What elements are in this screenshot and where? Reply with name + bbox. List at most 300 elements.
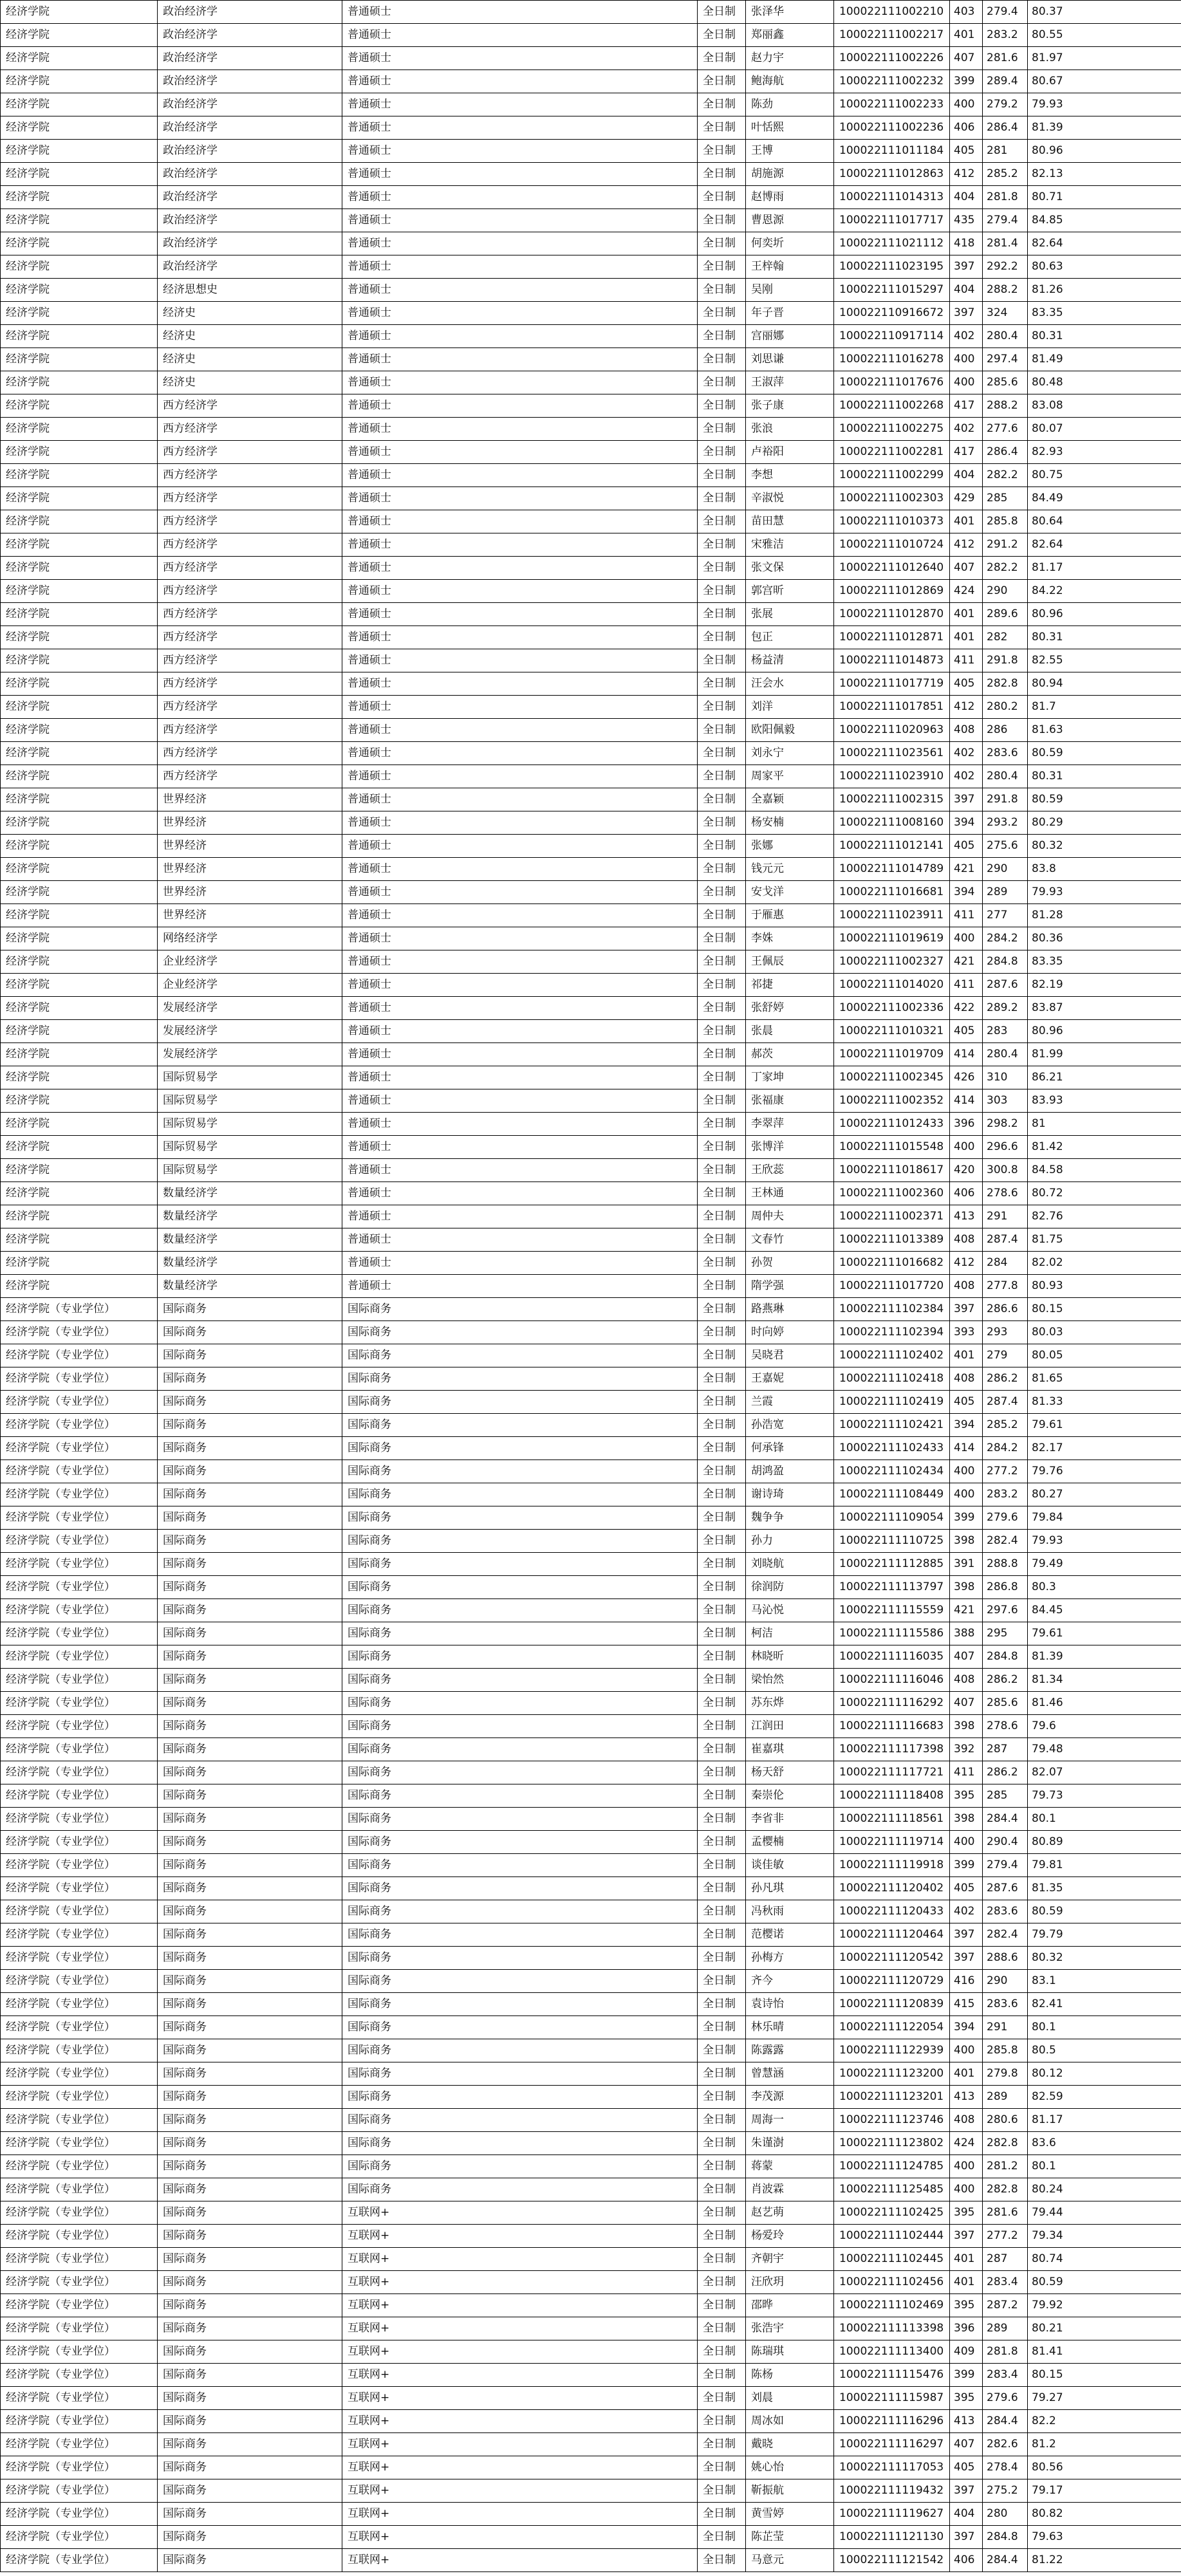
name-cell: 谈佳敏 xyxy=(746,1854,834,1877)
name-cell: 冯秋雨 xyxy=(746,1900,834,1923)
initial-score-cell: 404 xyxy=(950,186,983,209)
college-cell: 经济学院 xyxy=(1,209,158,232)
initial-score-cell: 398 xyxy=(950,1530,983,1553)
name-cell: 叶恬熙 xyxy=(746,116,834,140)
name-cell: 时向婷 xyxy=(746,1321,834,1344)
name-cell: 何奕圻 xyxy=(746,232,834,255)
retest-score-cell: 277.8 xyxy=(983,1275,1028,1298)
candidate-id-cell: 100022111120464 xyxy=(834,1923,950,1947)
degree-type-cell: 互联网+ xyxy=(342,2271,698,2294)
degree-type-cell: 普通硕士 xyxy=(342,464,698,487)
total-score-cell: 79.79 xyxy=(1028,1923,1181,1947)
name-cell: 肖波霖 xyxy=(746,2178,834,2201)
major-cell: 国际商务 xyxy=(158,1460,342,1483)
candidate-id-cell: 100022111023195 xyxy=(834,255,950,279)
degree-type-cell: 普通硕士 xyxy=(342,742,698,765)
major-cell: 政治经济学 xyxy=(158,116,342,140)
major-cell: 国际商务 xyxy=(158,1414,342,1437)
retest-score-cell: 284.2 xyxy=(983,1437,1028,1460)
initial-score-cell: 408 xyxy=(950,1275,983,1298)
major-cell: 国际商务 xyxy=(158,2526,342,2549)
candidate-id-cell: 100022111014873 xyxy=(834,649,950,672)
degree-type-cell: 普通硕士 xyxy=(342,1252,698,1275)
major-cell: 西方经济学 xyxy=(158,580,342,603)
total-score-cell: 79.93 xyxy=(1028,93,1181,116)
total-score-cell: 80.24 xyxy=(1028,2178,1181,2201)
major-cell: 国际商务 xyxy=(158,1506,342,1530)
candidate-id-cell: 100022111102418 xyxy=(834,1367,950,1391)
college-cell: 经济学院 xyxy=(1,649,158,672)
table-row xyxy=(1,2062,1181,2086)
candidate-id-cell: 100022111002268 xyxy=(834,394,950,418)
total-score-cell: 79.63 xyxy=(1028,2526,1181,2549)
initial-score-cell: 395 xyxy=(950,1784,983,1808)
major-cell: 网络经济学 xyxy=(158,927,342,950)
college-cell: 经济学院 xyxy=(1,858,158,881)
major-cell: 国际商务 xyxy=(158,2109,342,2132)
name-cell: 蒋蒙 xyxy=(746,2155,834,2178)
name-cell: 马沁悦 xyxy=(746,1599,834,1622)
table-row xyxy=(1,1900,1181,1923)
initial-score-cell: 397 xyxy=(950,788,983,811)
name-cell: 胡施源 xyxy=(746,163,834,186)
degree-type-cell: 国际商务 xyxy=(342,1993,698,2016)
retest-score-cell: 283.2 xyxy=(983,24,1028,47)
total-score-cell: 84.49 xyxy=(1028,487,1181,510)
initial-score-cell: 404 xyxy=(950,464,983,487)
candidate-id-cell: 100022111123746 xyxy=(834,2109,950,2132)
table-row xyxy=(1,510,1181,533)
college-cell: 经济学院（专业学位） xyxy=(1,1808,158,1831)
study-mode-cell: 全日制 xyxy=(698,464,746,487)
degree-type-cell: 国际商务 xyxy=(342,1738,698,1761)
degree-type-cell: 普通硕士 xyxy=(342,927,698,950)
degree-type-cell: 国际商务 xyxy=(342,1877,698,1900)
total-score-cell: 80.59 xyxy=(1028,742,1181,765)
initial-score-cell: 394 xyxy=(950,881,983,904)
college-cell: 经济学院 xyxy=(1,557,158,580)
initial-score-cell: 401 xyxy=(950,603,983,626)
total-score-cell: 82.93 xyxy=(1028,441,1181,464)
name-cell: 宫丽娜 xyxy=(746,325,834,348)
initial-score-cell: 398 xyxy=(950,1715,983,1738)
retest-score-cell: 280.4 xyxy=(983,765,1028,788)
name-cell: 孙凡琪 xyxy=(746,1877,834,1900)
total-score-cell: 81.42 xyxy=(1028,1136,1181,1159)
candidate-id-cell: 100022111017851 xyxy=(834,696,950,719)
degree-type-cell: 互联网+ xyxy=(342,2387,698,2410)
retest-score-cell: 281.2 xyxy=(983,2155,1028,2178)
candidate-id-cell: 100022111017676 xyxy=(834,371,950,394)
table-row xyxy=(1,858,1181,881)
college-cell: 经济学院 xyxy=(1,765,158,788)
initial-score-cell: 421 xyxy=(950,1599,983,1622)
college-cell: 经济学院 xyxy=(1,186,158,209)
table-row xyxy=(1,835,1181,858)
initial-score-cell: 402 xyxy=(950,418,983,441)
candidate-id-cell: 100022111117721 xyxy=(834,1761,950,1784)
name-cell: 陈劲 xyxy=(746,93,834,116)
name-cell: 丁家坤 xyxy=(746,1066,834,1089)
candidate-id-cell: 100022111012871 xyxy=(834,626,950,649)
study-mode-cell: 全日制 xyxy=(698,163,746,186)
study-mode-cell: 全日制 xyxy=(698,950,746,974)
initial-score-cell: 409 xyxy=(950,2340,983,2364)
degree-type-cell: 普通硕士 xyxy=(342,441,698,464)
degree-type-cell: 国际商务 xyxy=(342,1715,698,1738)
initial-score-cell: 411 xyxy=(950,1761,983,1784)
degree-type-cell: 普通硕士 xyxy=(342,232,698,255)
study-mode-cell: 全日制 xyxy=(698,927,746,950)
total-score-cell: 80.27 xyxy=(1028,1483,1181,1506)
retest-score-cell: 297.4 xyxy=(983,348,1028,371)
name-cell: 隋学强 xyxy=(746,1275,834,1298)
study-mode-cell: 全日制 xyxy=(698,2503,746,2526)
table-row xyxy=(1,950,1181,974)
table-row xyxy=(1,1113,1181,1136)
table-row xyxy=(1,2109,1181,2132)
major-cell: 西方经济学 xyxy=(158,394,342,418)
total-score-cell: 80.71 xyxy=(1028,186,1181,209)
initial-score-cell: 397 xyxy=(950,2225,983,2248)
name-cell: 秦崇伦 xyxy=(746,1784,834,1808)
total-score-cell: 82.19 xyxy=(1028,974,1181,997)
college-cell: 经济学院 xyxy=(1,927,158,950)
table-row xyxy=(1,2410,1181,2433)
candidate-id-cell: 100022111020963 xyxy=(834,719,950,742)
name-cell: 王林通 xyxy=(746,1182,834,1205)
retest-score-cell: 284.8 xyxy=(983,1645,1028,1669)
table-row xyxy=(1,1599,1181,1622)
candidate-id-cell: 100022111122054 xyxy=(834,2016,950,2039)
retest-score-cell: 279.8 xyxy=(983,2062,1028,2086)
retest-score-cell: 295 xyxy=(983,1622,1028,1645)
degree-type-cell: 普通硕士 xyxy=(342,533,698,557)
candidate-id-cell: 100022111102394 xyxy=(834,1321,950,1344)
major-cell: 国际商务 xyxy=(158,2549,342,2572)
major-cell: 国际商务 xyxy=(158,2503,342,2526)
retest-score-cell: 278.6 xyxy=(983,1182,1028,1205)
total-score-cell: 81.22 xyxy=(1028,2549,1181,2572)
name-cell: 徐润防 xyxy=(746,1576,834,1599)
study-mode-cell: 全日制 xyxy=(698,1252,746,1275)
table-row xyxy=(1,70,1181,93)
college-cell: 经济学院（专业学位） xyxy=(1,2479,158,2503)
college-cell: 经济学院 xyxy=(1,742,158,765)
candidate-id-cell: 100022111122939 xyxy=(834,2039,950,2062)
study-mode-cell: 全日制 xyxy=(698,47,746,70)
initial-score-cell: 418 xyxy=(950,232,983,255)
table-row xyxy=(1,93,1181,116)
major-cell: 国际商务 xyxy=(158,1599,342,1622)
candidate-id-cell: 100022111108449 xyxy=(834,1483,950,1506)
degree-type-cell: 普通硕士 xyxy=(342,1275,698,1298)
major-cell: 经济史 xyxy=(158,302,342,325)
degree-type-cell: 普通硕士 xyxy=(342,394,698,418)
study-mode-cell: 全日制 xyxy=(698,2387,746,2410)
candidate-id-cell: 100022111116035 xyxy=(834,1645,950,1669)
college-cell: 经济学院（专业学位） xyxy=(1,2503,158,2526)
major-cell: 西方经济学 xyxy=(158,464,342,487)
retest-score-cell: 303 xyxy=(983,1089,1028,1113)
table-row xyxy=(1,1043,1181,1066)
table-row xyxy=(1,2433,1181,2456)
candidate-id-cell: 100022111121130 xyxy=(834,2526,950,2549)
study-mode-cell: 全日制 xyxy=(698,1460,746,1483)
initial-score-cell: 413 xyxy=(950,2410,983,2433)
total-score-cell: 83.1 xyxy=(1028,1970,1181,1993)
table-row xyxy=(1,2155,1181,2178)
study-mode-cell: 全日制 xyxy=(698,1947,746,1970)
candidate-id-cell: 100022111018617 xyxy=(834,1159,950,1182)
major-cell: 政治经济学 xyxy=(158,209,342,232)
college-cell: 经济学院（专业学位） xyxy=(1,2039,158,2062)
college-cell: 经济学院 xyxy=(1,788,158,811)
name-cell: 刘晓航 xyxy=(746,1553,834,1576)
major-cell: 数量经济学 xyxy=(158,1275,342,1298)
college-cell: 经济学院 xyxy=(1,533,158,557)
name-cell: 王博 xyxy=(746,140,834,163)
name-cell: 江润田 xyxy=(746,1715,834,1738)
initial-score-cell: 404 xyxy=(950,279,983,302)
retest-score-cell: 282.6 xyxy=(983,2433,1028,2456)
degree-type-cell: 普通硕士 xyxy=(342,325,698,348)
study-mode-cell: 全日制 xyxy=(698,1043,746,1066)
major-cell: 世界经济 xyxy=(158,835,342,858)
initial-score-cell: 411 xyxy=(950,649,983,672)
degree-type-cell: 普通硕士 xyxy=(342,557,698,580)
degree-type-cell: 普通硕士 xyxy=(342,649,698,672)
table-body xyxy=(1,1,1181,2572)
study-mode-cell: 全日制 xyxy=(698,186,746,209)
retest-score-cell: 296.6 xyxy=(983,1136,1028,1159)
total-score-cell: 81.17 xyxy=(1028,2109,1181,2132)
initial-score-cell: 395 xyxy=(950,2294,983,2317)
total-score-cell: 81.7 xyxy=(1028,696,1181,719)
college-cell: 经济学院 xyxy=(1,394,158,418)
retest-score-cell: 284.4 xyxy=(983,2549,1028,2572)
college-cell: 经济学院（专业学位） xyxy=(1,2178,158,2201)
study-mode-cell: 全日制 xyxy=(698,140,746,163)
major-cell: 世界经济 xyxy=(158,904,342,927)
degree-type-cell: 国际商务 xyxy=(342,1391,698,1414)
study-mode-cell: 全日制 xyxy=(698,626,746,649)
table-row xyxy=(1,1275,1181,1298)
major-cell: 世界经济 xyxy=(158,881,342,904)
initial-score-cell: 388 xyxy=(950,1622,983,1645)
degree-type-cell: 普通硕士 xyxy=(342,510,698,533)
name-cell: 李姝 xyxy=(746,927,834,950)
candidate-id-cell: 100022111023561 xyxy=(834,742,950,765)
degree-type-cell: 普通硕士 xyxy=(342,186,698,209)
major-cell: 世界经济 xyxy=(158,858,342,881)
initial-score-cell: 421 xyxy=(950,950,983,974)
table-row xyxy=(1,348,1181,371)
major-cell: 国际商务 xyxy=(158,1877,342,1900)
college-cell: 经济学院（专业学位） xyxy=(1,1715,158,1738)
degree-type-cell: 普通硕士 xyxy=(342,719,698,742)
total-score-cell: 82.13 xyxy=(1028,163,1181,186)
candidate-id-cell: 100022111102421 xyxy=(834,1414,950,1437)
college-cell: 经济学院（专业学位） xyxy=(1,1576,158,1599)
total-score-cell: 83.35 xyxy=(1028,302,1181,325)
initial-score-cell: 399 xyxy=(950,2364,983,2387)
table-row xyxy=(1,209,1181,232)
major-cell: 西方经济学 xyxy=(158,672,342,696)
initial-score-cell: 394 xyxy=(950,1414,983,1437)
initial-score-cell: 394 xyxy=(950,2016,983,2039)
major-cell: 国际商务 xyxy=(158,1367,342,1391)
degree-type-cell: 普通硕士 xyxy=(342,255,698,279)
study-mode-cell: 全日制 xyxy=(698,2549,746,2572)
degree-type-cell: 普通硕士 xyxy=(342,1089,698,1113)
retest-score-cell: 285.2 xyxy=(983,1414,1028,1437)
college-cell: 经济学院（专业学位） xyxy=(1,2225,158,2248)
college-cell: 经济学院（专业学位） xyxy=(1,2016,158,2039)
name-cell: 孙浩宽 xyxy=(746,1414,834,1437)
degree-type-cell: 国际商务 xyxy=(342,1622,698,1645)
candidate-id-cell: 100022111119918 xyxy=(834,1854,950,1877)
college-cell: 经济学院 xyxy=(1,881,158,904)
major-cell: 发展经济学 xyxy=(158,997,342,1020)
total-score-cell: 79.76 xyxy=(1028,1460,1181,1483)
name-cell: 王欣蕊 xyxy=(746,1159,834,1182)
candidate-id-cell: 100022111116296 xyxy=(834,2410,950,2433)
college-cell: 经济学院 xyxy=(1,441,158,464)
total-score-cell: 79.84 xyxy=(1028,1506,1181,1530)
retest-score-cell: 310 xyxy=(983,1066,1028,1089)
retest-score-cell: 283.4 xyxy=(983,2271,1028,2294)
college-cell: 经济学院（专业学位） xyxy=(1,2317,158,2340)
degree-type-cell: 国际商务 xyxy=(342,1645,698,1669)
degree-type-cell: 国际商务 xyxy=(342,1854,698,1877)
college-cell: 经济学院 xyxy=(1,1043,158,1066)
table-row xyxy=(1,788,1181,811)
college-cell: 经济学院（专业学位） xyxy=(1,1553,158,1576)
table-row xyxy=(1,2549,1181,2572)
table-row xyxy=(1,255,1181,279)
college-cell: 经济学院 xyxy=(1,1020,158,1043)
study-mode-cell: 全日制 xyxy=(698,1761,746,1784)
candidate-id-cell: 100022111015297 xyxy=(834,279,950,302)
name-cell: 孟樱楠 xyxy=(746,1831,834,1854)
study-mode-cell: 全日制 xyxy=(698,487,746,510)
college-cell: 经济学院（专业学位） xyxy=(1,2364,158,2387)
study-mode-cell: 全日制 xyxy=(698,1066,746,1089)
degree-type-cell: 互联网+ xyxy=(342,2479,698,2503)
major-cell: 国际商务 xyxy=(158,2294,342,2317)
degree-type-cell: 普通硕士 xyxy=(342,302,698,325)
candidate-id-cell: 100022111012141 xyxy=(834,835,950,858)
initial-score-cell: 398 xyxy=(950,1808,983,1831)
candidate-id-cell: 100022111109054 xyxy=(834,1506,950,1530)
study-mode-cell: 全日制 xyxy=(698,580,746,603)
study-mode-cell: 全日制 xyxy=(698,2178,746,2201)
candidate-id-cell: 100022111014789 xyxy=(834,858,950,881)
name-cell: 汪会水 xyxy=(746,672,834,696)
table-row xyxy=(1,974,1181,997)
total-score-cell: 81.49 xyxy=(1028,348,1181,371)
major-cell: 国际商务 xyxy=(158,1344,342,1367)
retest-score-cell: 290.4 xyxy=(983,1831,1028,1854)
retest-score-cell: 280.2 xyxy=(983,696,1028,719)
initial-score-cell: 414 xyxy=(950,1437,983,1460)
major-cell: 国际商务 xyxy=(158,2271,342,2294)
initial-score-cell: 397 xyxy=(950,1947,983,1970)
name-cell: 黄雪婷 xyxy=(746,2503,834,2526)
candidate-id-cell: 100022110917114 xyxy=(834,325,950,348)
name-cell: 苗田慧 xyxy=(746,510,834,533)
degree-type-cell: 互联网+ xyxy=(342,2201,698,2225)
study-mode-cell: 全日制 xyxy=(698,2155,746,2178)
college-cell: 经济学院 xyxy=(1,418,158,441)
major-cell: 西方经济学 xyxy=(158,418,342,441)
retest-score-cell: 290 xyxy=(983,1970,1028,1993)
name-cell: 陈瑞琪 xyxy=(746,2340,834,2364)
study-mode-cell: 全日制 xyxy=(698,742,746,765)
candidate-id-cell: 100022111116297 xyxy=(834,2433,950,2456)
major-cell: 经济思想史 xyxy=(158,279,342,302)
major-cell: 国际商务 xyxy=(158,1576,342,1599)
major-cell: 国际商务 xyxy=(158,1761,342,1784)
degree-type-cell: 普通硕士 xyxy=(342,371,698,394)
candidate-id-cell: 100022111102444 xyxy=(834,2225,950,2248)
name-cell: 陈芷莹 xyxy=(746,2526,834,2549)
retest-score-cell: 282 xyxy=(983,626,1028,649)
major-cell: 西方经济学 xyxy=(158,719,342,742)
study-mode-cell: 全日制 xyxy=(698,974,746,997)
candidate-id-cell: 100022111017720 xyxy=(834,1275,950,1298)
name-cell: 林晓昕 xyxy=(746,1645,834,1669)
name-cell: 辛淑悦 xyxy=(746,487,834,510)
study-mode-cell: 全日制 xyxy=(698,1205,746,1228)
total-score-cell: 81.46 xyxy=(1028,1692,1181,1715)
candidate-id-cell: 100022111012433 xyxy=(834,1113,950,1136)
table-row xyxy=(1,2178,1181,2201)
retest-score-cell: 279.4 xyxy=(983,1,1028,24)
college-cell: 经济学院 xyxy=(1,603,158,626)
candidate-id-cell: 100022111012870 xyxy=(834,603,950,626)
total-score-cell: 80.74 xyxy=(1028,2248,1181,2271)
college-cell: 经济学院 xyxy=(1,1113,158,1136)
college-cell: 经济学院 xyxy=(1,163,158,186)
name-cell: 孙贺 xyxy=(746,1252,834,1275)
name-cell: 谢诗琦 xyxy=(746,1483,834,1506)
candidate-id-cell: 100022111010373 xyxy=(834,510,950,533)
study-mode-cell: 全日制 xyxy=(698,1599,746,1622)
degree-type-cell: 互联网+ xyxy=(342,2433,698,2456)
college-cell: 经济学院 xyxy=(1,719,158,742)
major-cell: 国际商务 xyxy=(158,2155,342,2178)
table-row xyxy=(1,2016,1181,2039)
retest-score-cell: 288.2 xyxy=(983,279,1028,302)
initial-score-cell: 401 xyxy=(950,510,983,533)
college-cell: 经济学院（专业学位） xyxy=(1,1854,158,1877)
name-cell: 杨安楠 xyxy=(746,811,834,835)
candidate-id-cell: 100022111002299 xyxy=(834,464,950,487)
table-row xyxy=(1,1877,1181,1900)
candidate-id-cell: 100022111014020 xyxy=(834,974,950,997)
table-row xyxy=(1,1182,1181,1205)
candidate-id-cell: 100022111002210 xyxy=(834,1,950,24)
degree-type-cell: 国际商务 xyxy=(342,1460,698,1483)
total-score-cell: 84.45 xyxy=(1028,1599,1181,1622)
table-row xyxy=(1,811,1181,835)
total-score-cell: 80.1 xyxy=(1028,2016,1181,2039)
table-row xyxy=(1,580,1181,603)
initial-score-cell: 396 xyxy=(950,1113,983,1136)
table-row xyxy=(1,1391,1181,1414)
